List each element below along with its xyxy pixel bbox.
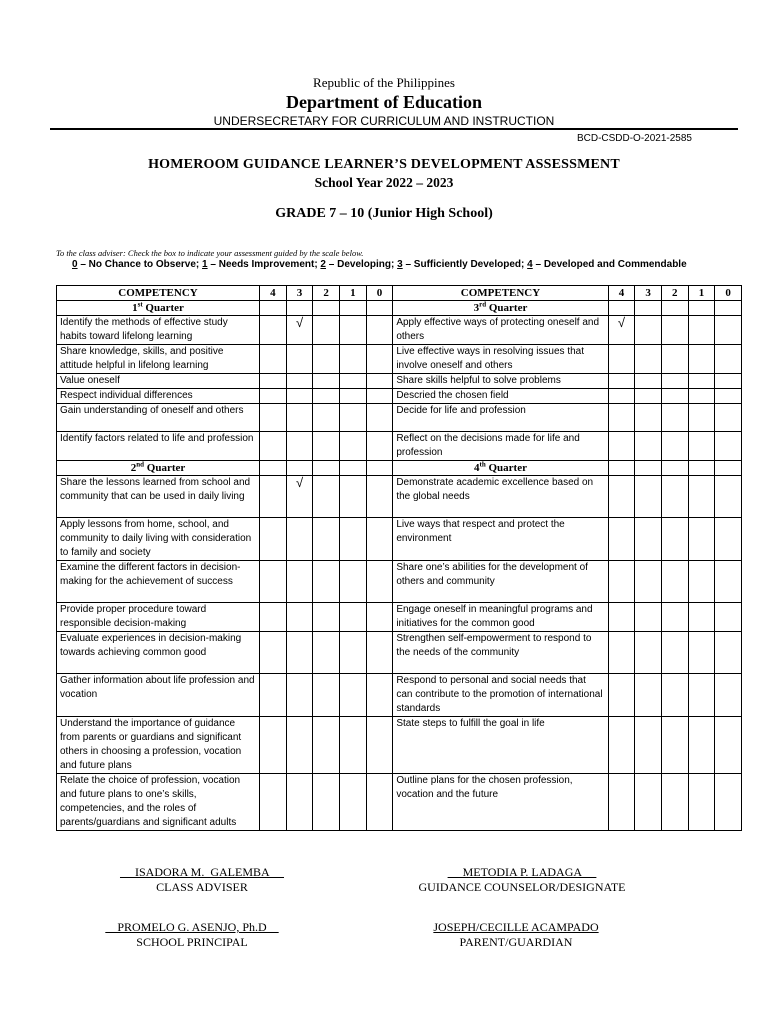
blank-cell	[661, 461, 688, 476]
scale-description: – Developing;	[325, 259, 398, 270]
score-checkbox-cell[interactable]	[608, 432, 635, 461]
competency-text: Share the lessons learned from school and community that can be used in daily living	[57, 476, 260, 518]
blank-cell	[313, 461, 340, 476]
score-checkbox-cell[interactable]	[340, 518, 367, 561]
office-name: UNDERSECRETARY FOR CURRICULUM AND INSTRUCTION	[213, 114, 555, 128]
republic-line: Republic of the Philippines	[313, 75, 455, 90]
score-checkbox-cell[interactable]	[635, 632, 662, 674]
score-checkbox-cell[interactable]	[260, 345, 287, 374]
scale-description: – Sufficiently Developed;	[402, 259, 528, 270]
score-checkbox-cell[interactable]	[366, 476, 393, 518]
competency-text: Respect individual differences	[57, 389, 260, 404]
scale-number: 1	[202, 259, 208, 270]
score-checkbox-cell[interactable]	[715, 518, 742, 561]
score-checkbox-cell[interactable]	[340, 476, 367, 518]
score-checkbox-cell[interactable]	[313, 632, 340, 674]
competency-text: Decide for life and profession	[393, 404, 608, 432]
score-checkbox-cell[interactable]	[366, 374, 393, 389]
counselor-title: GUIDANCE COUNSELOR/DESIGNATE	[418, 880, 626, 894]
score-checkbox-cell[interactable]	[661, 389, 688, 404]
score-checkbox-cell[interactable]	[340, 316, 367, 345]
blank-cell	[635, 301, 662, 316]
blank-cell	[715, 301, 742, 316]
parent-signature	[406, 920, 626, 950]
score-header: 4	[260, 286, 287, 301]
department-name: Department of Education	[286, 92, 482, 112]
score-checkbox-cell[interactable]	[715, 674, 742, 717]
score-checkbox-cell[interactable]	[286, 389, 313, 404]
score-checkbox-cell[interactable]	[340, 674, 367, 717]
score-header: 1	[340, 286, 367, 301]
score-checkbox-cell[interactable]	[715, 561, 742, 603]
blank-cell	[608, 461, 635, 476]
blank-cell	[260, 461, 287, 476]
blank-cell	[608, 301, 635, 316]
score-checkbox-cell[interactable]	[313, 603, 340, 632]
score-checkbox-cell[interactable]	[260, 603, 287, 632]
score-checkbox-cell[interactable]	[366, 345, 393, 374]
competency-header: COMPETENCY	[57, 286, 260, 301]
adviser-title: CLASS ADVISER	[156, 880, 248, 894]
score-checkbox-cell[interactable]	[608, 518, 635, 561]
score-checkbox-cell[interactable]	[715, 632, 742, 674]
score-checkbox-cell[interactable]	[340, 561, 367, 603]
score-checkbox-cell[interactable]	[635, 717, 662, 774]
score-checkbox-cell[interactable]	[608, 316, 635, 345]
form-title: HOMEROOM GUIDANCE LEARNER’S DEVELOPMENT ASSESSMENT	[148, 157, 620, 172]
document-code: BCD-CSDD-O-2021-2585	[576, 133, 692, 144]
score-checkbox-cell[interactable]	[366, 389, 393, 404]
score-checkbox-cell[interactable]	[313, 674, 340, 717]
competency-row	[57, 476, 742, 518]
counselor-signature	[412, 865, 632, 895]
score-checkbox-cell[interactable]	[286, 374, 313, 389]
competency-text: Identify factors related to life and profession	[57, 432, 260, 461]
score-checkbox-cell[interactable]	[608, 476, 635, 518]
competency-text: Value oneself	[57, 374, 260, 389]
score-checkbox-cell[interactable]	[661, 316, 688, 345]
score-checkbox-cell[interactable]	[715, 345, 742, 374]
adviser-instruction: To the class adviser: Check the box to indicate your assessment guided by the scale below.	[56, 248, 364, 258]
score-checkbox-cell[interactable]	[688, 518, 715, 561]
quarter-number: 1	[132, 302, 138, 314]
competency-text: Engage oneself in meaningful programs and initiatives for the common good	[393, 603, 608, 632]
quarter-label	[393, 461, 608, 476]
score-checkbox-cell[interactable]	[608, 774, 635, 831]
score-checkbox-cell[interactable]	[260, 561, 287, 603]
score-checkbox-cell[interactable]	[286, 432, 313, 461]
check-mark-icon: √	[295, 475, 304, 490]
blank-cell	[688, 301, 715, 316]
score-checkbox-cell[interactable]	[635, 561, 662, 603]
blank-cell	[661, 301, 688, 316]
competency-text: Demonstrate academic excellence based on the global needs	[393, 476, 608, 518]
score-checkbox-cell[interactable]	[715, 717, 742, 774]
quarter-ordinal: st	[137, 300, 143, 309]
score-checkbox-cell[interactable]	[688, 561, 715, 603]
score-checkbox-cell[interactable]	[635, 518, 662, 561]
score-checkbox-cell[interactable]	[366, 432, 393, 461]
parent-name: JOSEPH/CECILLE ACAMPADO	[433, 920, 599, 934]
principal-name: PROMELO G. ASENJO, Ph.D	[105, 920, 279, 934]
score-checkbox-cell[interactable]	[688, 404, 715, 432]
competency-row	[57, 632, 742, 674]
score-checkbox-cell[interactable]	[715, 476, 742, 518]
score-checkbox-cell[interactable]	[313, 345, 340, 374]
quarter-word: Quarter	[485, 462, 527, 474]
score-checkbox-cell[interactable]	[715, 432, 742, 461]
score-checkbox-cell[interactable]	[286, 404, 313, 432]
score-checkbox-cell[interactable]	[661, 518, 688, 561]
score-checkbox-cell[interactable]	[366, 674, 393, 717]
score-checkbox-cell[interactable]	[688, 316, 715, 345]
competency-text: Descried the chosen field	[393, 389, 608, 404]
score-checkbox-cell[interactable]	[661, 674, 688, 717]
competency-text: Identify the methods of effective study habits toward lifelong learning	[57, 316, 260, 345]
score-checkbox-cell[interactable]	[286, 674, 313, 717]
score-checkbox-cell[interactable]	[688, 717, 715, 774]
score-checkbox-cell[interactable]	[661, 374, 688, 389]
score-checkbox-cell[interactable]	[340, 603, 367, 632]
score-checkbox-cell[interactable]	[366, 316, 393, 345]
blank-cell	[635, 461, 662, 476]
competency-row	[57, 561, 742, 603]
scale-description: – Developed and Commendable	[532, 259, 687, 270]
competency-text: Share knowledge, skills, and positive attitude helpful in lifelong learning	[57, 345, 260, 374]
score-checkbox-cell[interactable]	[366, 774, 393, 831]
competency-row	[57, 432, 742, 461]
score-checkbox-cell[interactable]	[366, 561, 393, 603]
score-checkbox-cell[interactable]	[715, 774, 742, 831]
competency-row	[57, 603, 742, 632]
competency-text: Provide proper procedure toward responsible decision-making	[57, 603, 260, 632]
score-checkbox-cell[interactable]	[635, 432, 662, 461]
score-checkbox-cell[interactable]	[340, 632, 367, 674]
score-header: 3	[635, 286, 662, 301]
score-checkbox-cell[interactable]	[635, 404, 662, 432]
score-checkbox-cell[interactable]	[286, 561, 313, 603]
score-checkbox-cell[interactable]	[635, 316, 662, 345]
competency-row	[57, 345, 742, 374]
score-checkbox-cell[interactable]	[688, 632, 715, 674]
score-checkbox-cell[interactable]	[715, 404, 742, 432]
score-checkbox-cell[interactable]	[260, 432, 287, 461]
score-checkbox-cell[interactable]	[260, 316, 287, 345]
score-checkbox-cell[interactable]	[366, 717, 393, 774]
scale-number: 0	[72, 259, 78, 270]
score-checkbox-cell[interactable]	[635, 603, 662, 632]
competency-row	[57, 316, 742, 345]
header-rule	[50, 128, 738, 130]
quarter-ordinal: nd	[136, 460, 145, 469]
quarter-label	[57, 461, 260, 476]
score-checkbox-cell[interactable]	[608, 374, 635, 389]
blank-cell	[715, 461, 742, 476]
score-checkbox-cell[interactable]	[608, 561, 635, 603]
scale-number: 4	[527, 259, 533, 270]
score-checkbox-cell[interactable]	[608, 345, 635, 374]
blank-cell	[286, 301, 313, 316]
score-checkbox-cell[interactable]	[661, 432, 688, 461]
score-checkbox-cell[interactable]	[286, 476, 313, 518]
score-checkbox-cell[interactable]	[635, 374, 662, 389]
adviser-signature	[92, 865, 312, 895]
score-checkbox-cell[interactable]	[313, 389, 340, 404]
school-year: School Year 2022 – 2023	[314, 175, 454, 190]
score-checkbox-cell[interactable]	[286, 603, 313, 632]
score-checkbox-cell[interactable]	[286, 717, 313, 774]
score-checkbox-cell[interactable]	[260, 476, 287, 518]
table-header-row	[57, 286, 742, 301]
competency-row	[57, 404, 742, 432]
score-checkbox-cell[interactable]	[608, 603, 635, 632]
score-checkbox-cell[interactable]	[715, 374, 742, 389]
adviser-name: ISADORA M. GALEMBA	[119, 865, 284, 879]
score-header: 2	[313, 286, 340, 301]
quarter-number: 3	[473, 302, 480, 314]
score-checkbox-cell[interactable]	[313, 561, 340, 603]
competency-row	[57, 389, 742, 404]
score-checkbox-cell[interactable]	[608, 404, 635, 432]
score-checkbox-cell[interactable]	[260, 404, 287, 432]
score-checkbox-cell[interactable]	[608, 389, 635, 404]
score-checkbox-cell[interactable]	[340, 432, 367, 461]
score-checkbox-cell[interactable]	[340, 374, 367, 389]
score-checkbox-cell[interactable]	[366, 518, 393, 561]
score-header: 1	[688, 286, 715, 301]
score-checkbox-cell[interactable]	[688, 774, 715, 831]
score-header: 0	[366, 286, 393, 301]
principal-title: SCHOOL PRINCIPAL	[136, 935, 248, 949]
score-checkbox-cell[interactable]	[635, 345, 662, 374]
score-checkbox-cell[interactable]	[340, 389, 367, 404]
competency-text: Gather information about life profession and vocation	[57, 674, 260, 717]
score-checkbox-cell[interactable]	[688, 374, 715, 389]
competency-text: Share skills helpful to solve problems	[393, 374, 608, 389]
score-checkbox-cell[interactable]	[260, 374, 287, 389]
score-checkbox-cell[interactable]	[313, 518, 340, 561]
scale-number: 3	[397, 259, 403, 270]
check-mark-icon: √	[295, 315, 304, 330]
score-checkbox-cell[interactable]	[661, 476, 688, 518]
quarter-ordinal: th	[479, 460, 486, 469]
score-header: 0	[715, 286, 742, 301]
score-checkbox-cell[interactable]	[286, 774, 313, 831]
parent-title: PARENT/GUARDIAN	[459, 935, 573, 949]
score-checkbox-cell[interactable]	[340, 774, 367, 831]
competency-text: Understand the importance of guidance from parents or guardians and significant others in choosing a profession, vocation and future plans	[57, 717, 260, 774]
score-checkbox-cell[interactable]	[313, 404, 340, 432]
competency-text: Live effective ways in resolving issues that involve oneself and others	[393, 345, 608, 374]
score-checkbox-cell[interactable]	[366, 404, 393, 432]
score-checkbox-cell[interactable]	[366, 603, 393, 632]
score-checkbox-cell[interactable]	[260, 389, 287, 404]
competency-text: Apply effective ways of protecting oneself and others	[393, 316, 608, 345]
competency-row	[57, 374, 742, 389]
blank-cell	[688, 461, 715, 476]
competency-text: Relate the choice of profession, vocation and future plans to one’s skills, competencies, and the roles of parents/guardians and significant adults	[57, 774, 260, 831]
score-checkbox-cell[interactable]	[313, 432, 340, 461]
competency-row	[57, 717, 742, 774]
score-checkbox-cell[interactable]	[661, 345, 688, 374]
quarter-word: Quarter	[142, 302, 184, 314]
score-checkbox-cell[interactable]	[688, 603, 715, 632]
score-checkbox-cell[interactable]	[715, 389, 742, 404]
score-checkbox-cell[interactable]	[635, 389, 662, 404]
rating-scale	[72, 259, 687, 270]
competency-header: COMPETENCY	[393, 286, 608, 301]
blank-cell	[286, 461, 313, 476]
score-checkbox-cell[interactable]	[260, 632, 287, 674]
scale-description: – Needs Improvement;	[207, 259, 321, 270]
score-checkbox-cell[interactable]	[313, 476, 340, 518]
competency-row	[57, 774, 742, 831]
score-checkbox-cell[interactable]	[286, 316, 313, 345]
score-checkbox-cell[interactable]	[313, 774, 340, 831]
competency-text: Examine the different factors in decision-making for the achievement of success	[57, 561, 260, 603]
competency-text: Gain understanding of oneself and others	[57, 404, 260, 432]
competency-row	[57, 674, 742, 717]
score-checkbox-cell[interactable]	[688, 476, 715, 518]
competency-text: Evaluate experiences in decision-making towards achieving common good	[57, 632, 260, 674]
score-checkbox-cell[interactable]	[313, 316, 340, 345]
score-header: 2	[661, 286, 688, 301]
score-header: 3	[286, 286, 313, 301]
quarter-header-row	[57, 301, 742, 316]
score-checkbox-cell[interactable]	[688, 389, 715, 404]
competency-text: State steps to fulfill the goal in life	[393, 717, 608, 774]
quarter-number: 2	[130, 462, 137, 474]
score-checkbox-cell[interactable]	[340, 345, 367, 374]
counselor-name: METODIA P. LADAGA	[447, 865, 597, 879]
check-mark-icon: √	[617, 315, 626, 330]
competency-text: Strengthen self-empowerment to respond to the needs of the community	[393, 632, 608, 674]
score-checkbox-cell[interactable]	[340, 404, 367, 432]
competency-text: Reflect on the decisions made for life and profession	[393, 432, 608, 461]
score-checkbox-cell[interactable]	[635, 476, 662, 518]
score-checkbox-cell[interactable]	[608, 674, 635, 717]
score-checkbox-cell[interactable]	[340, 717, 367, 774]
score-checkbox-cell[interactable]	[688, 674, 715, 717]
principal-signature	[82, 920, 302, 950]
competency-text: Live ways that respect and protect the environment	[393, 518, 608, 561]
blank-cell	[260, 301, 287, 316]
score-checkbox-cell[interactable]	[661, 632, 688, 674]
score-checkbox-cell[interactable]	[635, 774, 662, 831]
blank-cell	[313, 301, 340, 316]
scale-description: – No Chance to Observe;	[77, 259, 203, 270]
score-checkbox-cell[interactable]	[661, 603, 688, 632]
score-checkbox-cell[interactable]	[608, 717, 635, 774]
quarter-word: Quarter	[144, 462, 186, 474]
score-checkbox-cell[interactable]	[260, 717, 287, 774]
quarter-header-row	[57, 461, 742, 476]
score-checkbox-cell[interactable]	[313, 717, 340, 774]
score-checkbox-cell[interactable]	[366, 632, 393, 674]
score-checkbox-cell[interactable]	[260, 774, 287, 831]
grade-level: GRADE 7 – 10 (Junior High School)	[275, 206, 493, 221]
competency-text: Respond to personal and social needs that can contribute to the promotion of international standards	[393, 674, 608, 717]
score-checkbox-cell[interactable]	[286, 345, 313, 374]
score-checkbox-cell[interactable]	[661, 774, 688, 831]
quarter-label	[393, 301, 608, 316]
quarter-word: Quarter	[486, 302, 528, 314]
quarter-label	[57, 301, 260, 316]
score-header: 4	[608, 286, 635, 301]
score-checkbox-cell[interactable]	[608, 632, 635, 674]
score-checkbox-cell[interactable]	[635, 674, 662, 717]
score-checkbox-cell[interactable]	[715, 603, 742, 632]
blank-cell	[366, 301, 393, 316]
score-checkbox-cell[interactable]	[260, 674, 287, 717]
score-checkbox-cell[interactable]	[661, 717, 688, 774]
score-checkbox-cell[interactable]	[661, 404, 688, 432]
assessment-table	[56, 285, 742, 831]
score-checkbox-cell[interactable]	[661, 561, 688, 603]
blank-cell	[340, 301, 367, 316]
competency-text: Outline plans for the chosen profession, vocation and the future	[393, 774, 608, 831]
score-checkbox-cell[interactable]	[260, 518, 287, 561]
competency-row	[57, 518, 742, 561]
score-checkbox-cell[interactable]	[313, 374, 340, 389]
competency-text: Apply lessons from home, school, and community to daily living with consideration to family and society	[57, 518, 260, 561]
score-checkbox-cell[interactable]	[688, 345, 715, 374]
quarter-ordinal: rd	[479, 300, 487, 309]
score-checkbox-cell[interactable]	[286, 518, 313, 561]
scale-number: 2	[320, 259, 326, 270]
score-checkbox-cell[interactable]	[688, 432, 715, 461]
blank-cell	[366, 461, 393, 476]
quarter-number: 4	[474, 462, 480, 474]
score-checkbox-cell[interactable]	[715, 316, 742, 345]
blank-cell	[340, 461, 367, 476]
competency-text: Share one’s abilities for the development of others and community	[393, 561, 608, 603]
score-checkbox-cell[interactable]	[286, 632, 313, 674]
